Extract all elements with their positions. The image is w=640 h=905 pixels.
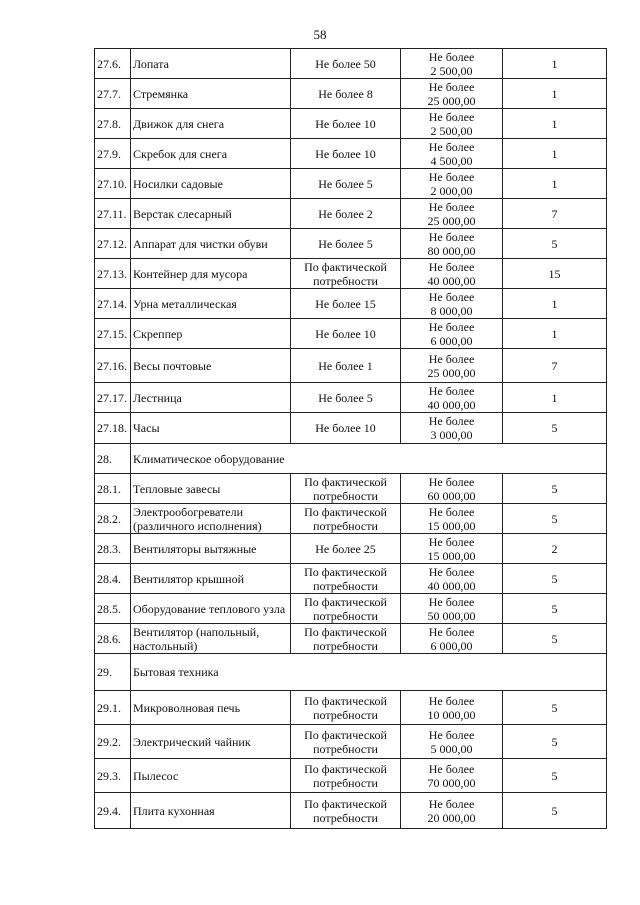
item-count: 1 [503,383,607,413]
item-price [401,199,503,229]
item-name: Лопата [131,49,291,79]
price-prefix: Не более [428,594,475,609]
price-prefix: Не более [428,761,475,776]
item-count: 5 [503,229,607,259]
item-count: 1 [503,139,607,169]
item-quantity: Не более 2 [291,199,401,229]
price-value: 40 000,00 [427,397,476,412]
table-row [95,49,607,79]
item-name: Урна металлическая [131,289,291,319]
price-value: 10 000,00 [427,707,476,722]
item-quantity: Не более 15 [291,289,401,319]
item-number: 28.6. [95,624,131,654]
item-number: 27.11. [95,199,131,229]
table-row [95,594,607,624]
item-count: 5 [503,504,607,534]
section-title: Климатическое оборудование [131,444,607,474]
item-name: Вентилятор крышной [131,564,291,594]
price-prefix: Не более [428,289,475,304]
item-count: 1 [503,109,607,139]
section-row [95,444,607,474]
item-name: Вентилятор (напольный, настольный) [131,624,291,654]
item-price [401,759,503,793]
item-count: 5 [503,793,607,829]
equipment-table [94,48,607,829]
price-value: 6 000,00 [430,333,473,348]
item-number: 27.16. [95,349,131,383]
item-price [401,793,503,829]
item-number: 29.1. [95,691,131,725]
item-number: 28.5. [95,594,131,624]
item-name: Микроволновая печь [131,691,291,725]
item-name: Лестница [131,383,291,413]
item-count: 5 [503,594,607,624]
price-prefix: Не более [428,49,475,64]
price-prefix: Не более [428,199,475,214]
price-value: 2 500,00 [430,123,473,138]
table-row [95,413,607,444]
price-value: 40 000,00 [427,273,476,288]
price-value: 5 000,00 [430,741,473,756]
price-prefix: Не более [428,564,475,579]
price-prefix: Не более [428,796,475,811]
item-price [401,349,503,383]
price-prefix: Не более [428,383,475,398]
table-row [95,319,607,349]
price-prefix: Не более [428,534,475,549]
price-value: 6 000,00 [430,638,473,653]
table-row [95,169,607,199]
item-name: Вентиляторы вытяжные [131,534,291,564]
price-value: 20 000,00 [427,810,476,825]
item-number: 27.10. [95,169,131,199]
item-count: 7 [503,349,607,383]
item-quantity: Не более 5 [291,169,401,199]
table-row [95,624,607,654]
item-quantity: Не более 5 [291,383,401,413]
price-value: 2 000,00 [430,183,473,198]
item-price [401,564,503,594]
item-quantity: Не более 8 [291,79,401,109]
table-row [95,383,607,413]
price-prefix: Не более [428,79,475,94]
item-name: Оборудование теплового узла [131,594,291,624]
price-value: 25 000,00 [427,93,476,108]
item-name: Стремянка [131,79,291,109]
item-number: 27.12. [95,229,131,259]
item-price [401,259,503,289]
price-prefix: Не более [428,259,475,274]
price-value: 4 500,00 [430,153,473,168]
item-name: Носилки садовые [131,169,291,199]
item-name: Аппарат для чистки обуви [131,229,291,259]
price-prefix: Не более [428,139,475,154]
item-price [401,139,503,169]
item-name: Пылесос [131,759,291,793]
price-value: 60 000,00 [427,488,476,503]
item-name: Скребок для снега [131,139,291,169]
item-price [401,109,503,139]
item-quantity: Не более 25 [291,534,401,564]
item-number: 28.1. [95,474,131,504]
table-row [95,79,607,109]
price-prefix: Не более [428,504,475,519]
item-price [401,169,503,199]
item-count: 5 [503,564,607,594]
item-quantity: По фактической потребности [291,259,401,289]
item-number: 28.4. [95,564,131,594]
table-row [95,109,607,139]
item-number: 27.6. [95,49,131,79]
item-price [401,725,503,759]
item-count: 5 [503,474,607,504]
item-quantity: По фактической потребности [291,759,401,793]
item-price [401,594,503,624]
item-price [401,624,503,654]
item-name: Плита кухонная [131,793,291,829]
item-price [401,289,503,319]
item-quantity: По фактической потребности [291,474,401,504]
item-quantity: По фактической потребности [291,725,401,759]
table-row [95,534,607,564]
item-quantity: По фактической потребности [291,793,401,829]
item-quantity: По фактической потребности [291,624,401,654]
item-number: 27.13. [95,259,131,289]
item-number: 29.4. [95,793,131,829]
page-number: 58 [313,27,327,42]
price-value: 25 000,00 [427,213,476,228]
table-row [95,759,607,793]
item-price [401,229,503,259]
price-prefix: Не более [428,109,475,124]
item-count: 1 [503,169,607,199]
table-row [95,725,607,759]
item-number: 29.2. [95,725,131,759]
item-count: 5 [503,413,607,444]
price-prefix: Не более [428,474,475,489]
item-number: 29. [95,654,131,691]
price-prefix: Не более [428,319,475,334]
price-prefix: Не более [428,169,475,184]
item-price [401,319,503,349]
section-row [95,654,607,691]
item-count: 1 [503,79,607,109]
table-row [95,139,607,169]
item-number: 27.9. [95,139,131,169]
price-prefix: Не более [428,624,475,639]
price-prefix: Не более [428,229,475,244]
table-row [95,504,607,534]
item-name: Тепловые завесы [131,474,291,504]
price-value: 2 500,00 [430,63,473,78]
price-value: 70 000,00 [427,775,476,790]
item-price [401,49,503,79]
item-number: 27.18. [95,413,131,444]
item-count: 15 [503,259,607,289]
item-count: 7 [503,199,607,229]
table-row [95,691,607,725]
item-number: 27.8. [95,109,131,139]
price-prefix: Не более [428,351,475,366]
table-row [95,229,607,259]
section-title: Бытовая техника [131,654,607,691]
item-quantity: Не более 1 [291,349,401,383]
item-count: 5 [503,691,607,725]
item-name: Электрический чайник [131,725,291,759]
item-number: 28. [95,444,131,474]
price-value: 40 000,00 [427,578,476,593]
price-prefix: Не более [428,727,475,742]
price-prefix: Не более [428,414,475,428]
table-row [95,564,607,594]
item-quantity: Не более 10 [291,109,401,139]
price-prefix: Не более [428,693,475,708]
price-value: 8 000,00 [430,303,473,318]
item-number: 28.3. [95,534,131,564]
item-count: 5 [503,759,607,793]
price-value: 25 000,00 [427,365,476,380]
item-quantity: Не более 10 [291,139,401,169]
price-value: 15 000,00 [427,548,476,563]
table-row [95,793,607,829]
item-count: 1 [503,289,607,319]
item-number: 27.14. [95,289,131,319]
item-quantity: Не более 10 [291,319,401,349]
item-number: 27.17. [95,383,131,413]
item-name: Весы почтовые [131,349,291,383]
item-price [401,79,503,109]
table-row [95,259,607,289]
table-row [95,199,607,229]
item-quantity: По фактической потребности [291,594,401,624]
table-row [95,349,607,383]
item-quantity: Не более 50 [291,49,401,79]
table-body [95,49,607,829]
item-count: 5 [503,624,607,654]
item-price [401,534,503,564]
item-name: Часы [131,413,291,444]
item-name: Верстак слесарный [131,199,291,229]
price-value: 80 000,00 [427,243,476,258]
item-count: 2 [503,534,607,564]
item-quantity: Не более 10 [291,413,401,444]
item-count: 5 [503,725,607,759]
item-number: 28.2. [95,504,131,534]
item-count: 1 [503,49,607,79]
price-value: 3 000,00 [430,428,473,442]
item-price [401,691,503,725]
price-value: 15 000,00 [427,518,476,533]
price-value: 50 000,00 [427,608,476,623]
item-name: Движок для снега [131,109,291,139]
item-name: Контейнер для мусора [131,259,291,289]
item-number: 29.3. [95,759,131,793]
item-quantity: По фактической потребности [291,564,401,594]
item-price [401,504,503,534]
item-quantity: Не более 5 [291,229,401,259]
item-quantity: По фактической потребности [291,504,401,534]
item-quantity: По фактической потребности [291,691,401,725]
item-number: 27.7. [95,79,131,109]
table-row [95,289,607,319]
item-price [401,474,503,504]
table-row [95,474,607,504]
item-number: 27.15. [95,319,131,349]
item-name: Скреппер [131,319,291,349]
item-count: 1 [503,319,607,349]
item-name: Электрообогреватели (различного исполнения) [131,504,291,534]
item-price [401,383,503,413]
item-price [401,413,503,444]
